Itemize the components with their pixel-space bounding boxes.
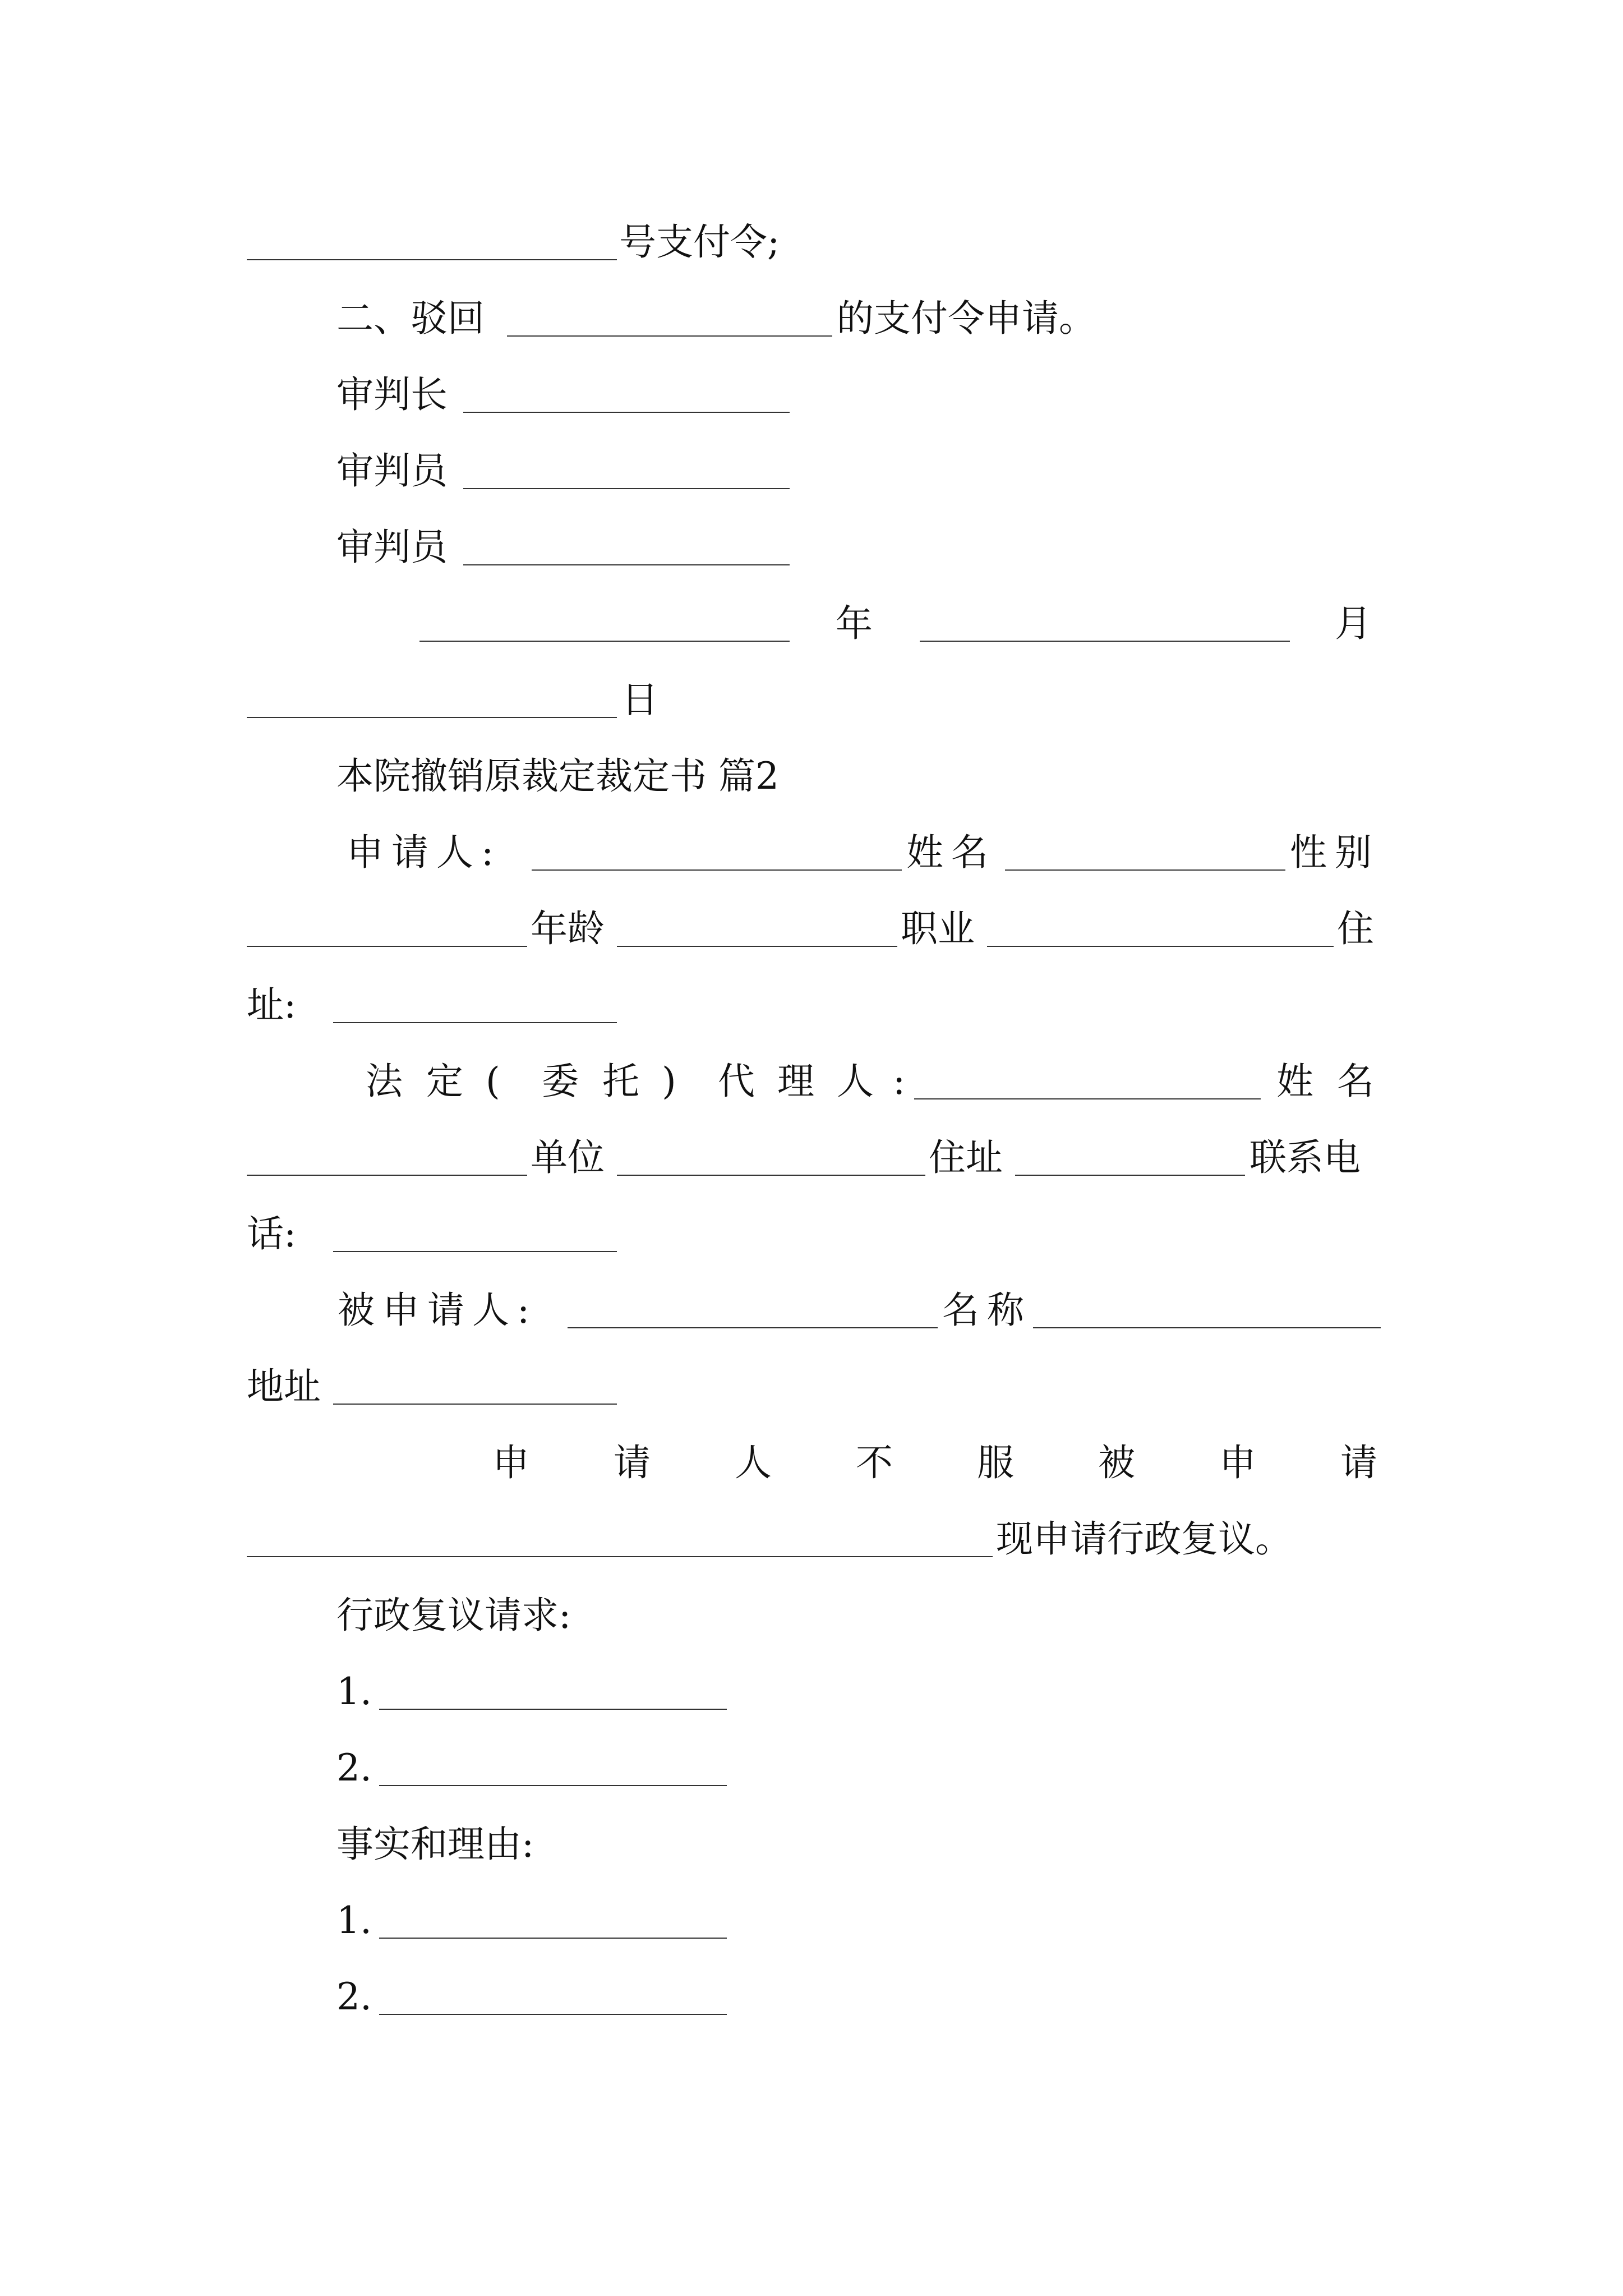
- reject-prefix-text: 二、驳回: [336, 297, 485, 340]
- dispute-char: 申: [1219, 1441, 1256, 1484]
- doc-line-judge-a: [0, 438, 1623, 505]
- chief-judge-label: 审判长: [336, 373, 448, 416]
- doc-line-dispute-cont: [0, 1506, 1623, 1573]
- doc-line-agent-unit: [0, 1124, 1623, 1191]
- judge-label: 审判员: [336, 449, 448, 493]
- doc-line-judge-b: [0, 514, 1623, 581]
- doc-line-date: [0, 590, 1623, 657]
- doc-line-address: [0, 972, 1623, 1039]
- blank-underline: [333, 1404, 617, 1405]
- list-number: 2.: [336, 1975, 372, 2018]
- doc-line-requests-heading: [0, 1582, 1623, 1649]
- doc-line-1: [0, 209, 1623, 276]
- blank-underline: [247, 259, 617, 260]
- agent-name-label-start: 姓: [1276, 1060, 1313, 1103]
- respondent-address-label: 地址: [247, 1365, 321, 1408]
- doc-line-request-1: [0, 1658, 1623, 1726]
- agent-label-char: :: [893, 1060, 906, 1103]
- doc-line-heading: [0, 743, 1623, 810]
- dispute-char: 申: [492, 1441, 529, 1484]
- blank-underline: [247, 946, 527, 947]
- blank-underline: [419, 641, 790, 642]
- applicant-label: 申请人:: [347, 831, 502, 874]
- blank-underline: [920, 641, 1290, 642]
- year-label: 年: [836, 602, 873, 645]
- respondent-label: 被申请人:: [338, 1289, 538, 1332]
- occupation-label: 职业: [901, 907, 975, 950]
- agent-name-label-end: 名: [1337, 1060, 1374, 1103]
- blank-underline: [463, 488, 790, 489]
- doc-line-phone: [0, 1200, 1623, 1268]
- doc-line-day: [0, 666, 1623, 734]
- agent-label-char: ): [662, 1060, 676, 1103]
- doc-line-2: [0, 285, 1623, 352]
- order-number-text: 号支付令;: [619, 220, 780, 264]
- respondent-name-label: 名称: [942, 1289, 1032, 1332]
- agent-label-char: 委: [542, 1060, 579, 1103]
- blank-underline: [333, 1022, 617, 1023]
- blank-underline: [247, 1556, 993, 1557]
- doc-line-applicant: [0, 819, 1623, 886]
- blank-underline: [379, 1785, 727, 1786]
- dispute-char: 被: [1098, 1441, 1135, 1484]
- blank-underline: [463, 412, 790, 413]
- doc-line-facts-heading: [0, 1811, 1623, 1878]
- doc-line-fact-1: [0, 1887, 1623, 1954]
- month-label: 月: [1335, 602, 1372, 645]
- doc-line-respondent-address: [0, 1353, 1623, 1420]
- phone-label-end: 话:: [247, 1212, 297, 1255]
- facts-heading: 事实和理由:: [336, 1823, 534, 1866]
- list-number: 2.: [336, 1746, 372, 1789]
- address-label-end: 址:: [247, 983, 297, 1027]
- agent-label-char: 代: [718, 1060, 755, 1103]
- blank-underline: [379, 1709, 727, 1710]
- doc-line-agent: [0, 1048, 1623, 1115]
- doc-line-fact-2: [0, 1963, 1623, 2031]
- doc-line-chief-judge: [0, 361, 1623, 429]
- blank-underline: [914, 1098, 1261, 1099]
- blank-underline: [987, 946, 1334, 947]
- doc-line-dispute: [0, 1429, 1623, 1497]
- reject-suffix-text: 的支付令申请。: [837, 297, 1096, 340]
- blank-underline: [507, 335, 832, 337]
- dispute-char: 请: [614, 1441, 651, 1484]
- agent-label-char: (: [486, 1060, 500, 1103]
- blank-underline: [617, 1175, 925, 1176]
- agent-label-char: 定: [426, 1060, 463, 1103]
- list-number: 1.: [336, 1670, 372, 1713]
- dispute-char: 请: [1340, 1441, 1377, 1484]
- judge-label: 审判员: [336, 526, 448, 569]
- agent-label-char: 托: [602, 1060, 639, 1103]
- agent-label-char: 人: [837, 1060, 874, 1103]
- blank-underline: [532, 869, 902, 871]
- name-label: 姓名: [906, 831, 996, 874]
- blank-underline: [1033, 1327, 1381, 1328]
- doc-line-request-2: [0, 1734, 1623, 1802]
- age-label: 年龄: [531, 907, 605, 950]
- dispute-char: 服: [977, 1441, 1014, 1484]
- agent-label-char: 理: [777, 1060, 814, 1103]
- blank-underline: [617, 946, 897, 947]
- blank-underline: [568, 1327, 938, 1328]
- list-number: 1.: [336, 1899, 372, 1942]
- blank-underline: [1005, 869, 1285, 871]
- blank-underline: [463, 564, 790, 565]
- requests-heading: 行政复议请求:: [336, 1594, 571, 1637]
- blank-underline: [247, 717, 617, 718]
- doc-line-respondent: [0, 1277, 1623, 1344]
- dispute-suffix-text: 现申请行政复议。: [996, 1517, 1292, 1561]
- doc-line-age: [0, 895, 1623, 963]
- blank-underline: [379, 1938, 727, 1939]
- gender-label: 性别: [1290, 831, 1380, 874]
- blank-underline: [333, 1251, 617, 1252]
- blank-underline: [1015, 1175, 1245, 1176]
- blank-underline: [379, 2014, 727, 2015]
- unit-label: 单位: [531, 1136, 605, 1179]
- dispute-char: 人: [735, 1441, 772, 1484]
- section-heading: 本院撤销原裁定裁定书 篇2: [336, 754, 779, 798]
- phone-label-start: 联系电: [1249, 1136, 1361, 1179]
- dispute-char: 不: [856, 1441, 893, 1484]
- day-label: 日: [621, 678, 658, 721]
- blank-underline: [247, 1175, 527, 1176]
- agent-address-label: 住址: [929, 1136, 1003, 1179]
- agent-label-char: 法: [366, 1060, 403, 1103]
- address-label-start: 住: [1337, 907, 1374, 950]
